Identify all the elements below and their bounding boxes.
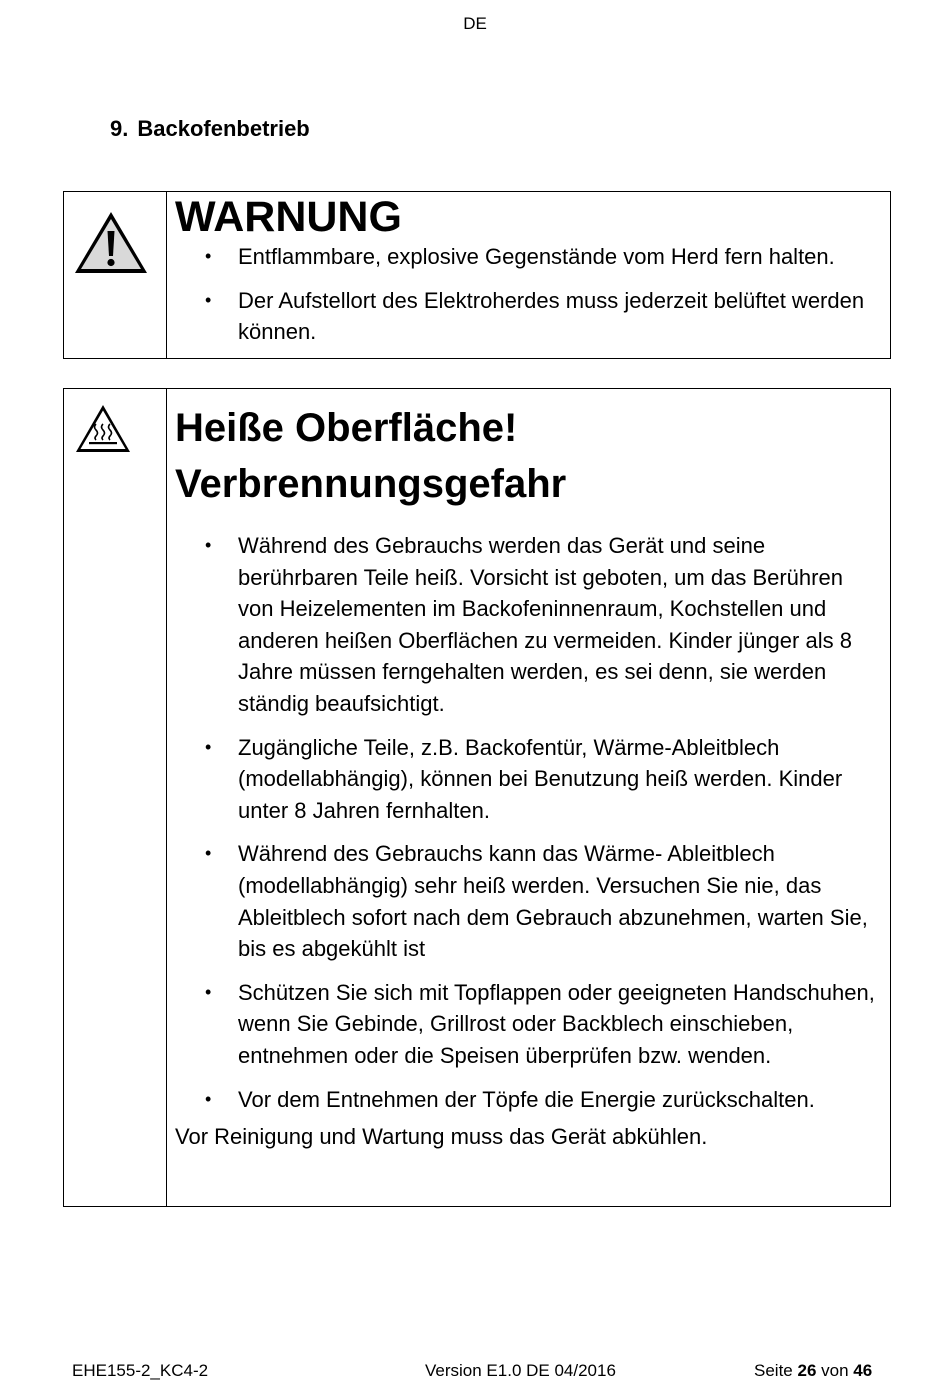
page-current: 26: [797, 1361, 817, 1380]
warning-icon-column: [64, 192, 167, 358]
list-item: • Während des Gebrauchs kann das Wärme- Ableitblech (modellabhängig) sehr heiß werden. Versuchen Sie nie, das Ableitblech sofort nach dem Gebrauch abzunehmen, warten Sie, bis es abgekühlt ist: [175, 838, 884, 964]
section-title: Backofenbetrieb: [137, 116, 310, 141]
hot-surface-icon-column: [64, 389, 167, 1206]
hot-surface-title-line1: Heiße Oberfläche!: [175, 406, 518, 450]
footer-version: Version E1.0 DE 04/2016: [425, 1361, 616, 1380]
list-item: • Schützen Sie sich mit Topflappen oder geeigneten Handschuhen, wenn Sie Gebinde, Grillrost oder Backblech einschieben, entnehmen oder die Speisen überprüfen bzw. wenden.: [175, 977, 884, 1072]
footer-model: EHE155-2_KC4-2: [72, 1361, 209, 1380]
hot-surface-list: [175, 530, 884, 1115]
hot-surface-content: [175, 389, 884, 1153]
warning-list: [175, 241, 884, 348]
list-item: • Entflammbare, explosive Gegenstände vom Herd fern halten.: [175, 241, 884, 273]
section-heading: [110, 116, 310, 142]
list-item: • Vor dem Entnehmen der Töpfe die Energie zurückschalten.: [175, 1084, 884, 1116]
hot-surface-box: [63, 388, 891, 1207]
hot-surface-title: [175, 400, 884, 512]
hot-surface-title-line2: Verbrennungsgefahr: [175, 462, 567, 506]
warning-box: [63, 191, 891, 359]
footer-page-number: [754, 1361, 872, 1381]
list-item: • Zugängliche Teile, z.B. Backofentür, Wärme-Ableitblech (modellabhängig), können bei Benutzung heiß werden. Kinder unter 8 Jahren fernhalten.: [175, 732, 884, 827]
warning-content: [175, 192, 884, 360]
hot-surface-icon: [74, 403, 132, 455]
list-item: • Der Aufstellort des Elektroherdes muss jederzeit belüftet werden können.: [175, 285, 884, 348]
language-code: DE: [463, 14, 487, 33]
warning-title: WARNUNG: [175, 193, 402, 241]
page-total: 46: [853, 1361, 873, 1380]
section-number: 9.: [110, 116, 129, 141]
page-prefix: Seite: [754, 1361, 793, 1380]
list-item: • Während des Gebrauchs werden das Gerät und seine berührbaren Teile heiß. Vorsicht ist geboten, um das Berühren von Heizelementen im Backofeninnenraum, Kochstellen und anderen heißen Oberflächen zu vermeiden. Kinder jünger als 8 Jahre müssen ferngehalten werden, es sei denn, sie werden ständig beaufsichtigt.: [175, 530, 884, 720]
closing-note: Vor Reinigung und Wartung muss das Gerät abkühlen.: [175, 1124, 708, 1150]
warning-triangle-icon: [72, 209, 150, 277]
page-mid: von: [821, 1361, 849, 1380]
